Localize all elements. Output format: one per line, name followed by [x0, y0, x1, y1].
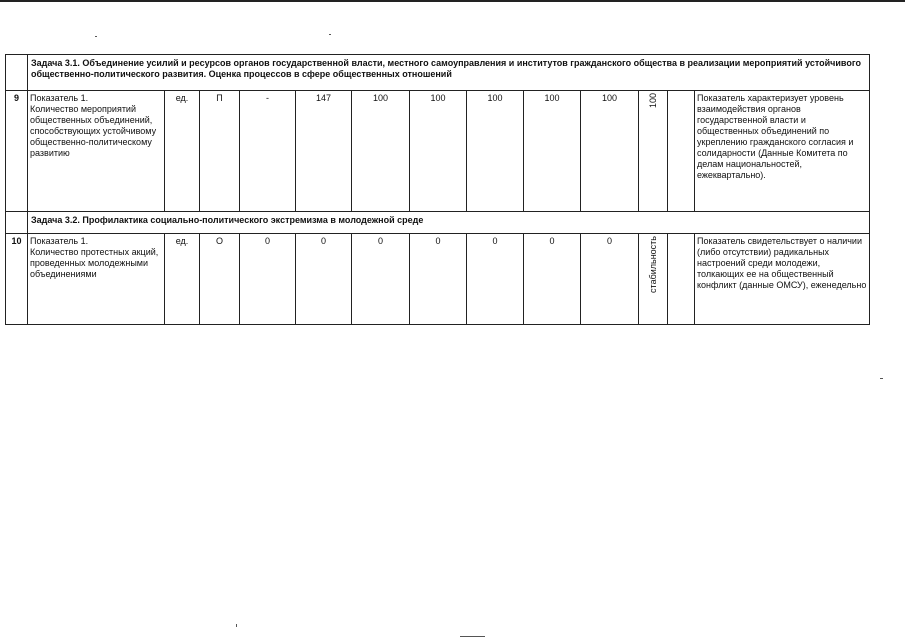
- task-3-2-row: [6, 212, 870, 234]
- base-value-cell: 0: [240, 234, 296, 325]
- value-cell: 0: [352, 234, 410, 325]
- scan-border-top: [0, 0, 905, 2]
- value-cell: 0: [524, 234, 581, 325]
- base-value-cell: -: [240, 91, 296, 212]
- final-value: стабильность: [647, 236, 658, 293]
- value-cell: 0: [410, 234, 467, 325]
- scan-speck: [329, 34, 331, 35]
- final-value: 100: [647, 93, 658, 109]
- scan-speck: [95, 36, 97, 37]
- task-3-1-row: [6, 55, 870, 91]
- scan-speck: [460, 636, 485, 637]
- final-value-cell: [639, 91, 668, 212]
- value-cell: 0: [296, 234, 352, 325]
- empty-cell: [668, 91, 695, 212]
- value-cell: 100: [581, 91, 639, 212]
- value-cell: 147: [296, 91, 352, 212]
- task-3-1-heading: Задача 3.1. Объединение усилий и ресурсов органов государственной власти, местного самоуправления и институтов гражданского общества в реализации мероприятий устойчивого общественно-политического развития. Оценка процессов в сфере общественных отношений: [28, 55, 870, 91]
- value-cell: 100: [524, 91, 581, 212]
- task-3-2-heading: Задача 3.2. Профилактика социально-политического экстремизма в молодежной среде: [28, 212, 870, 234]
- type-cell: П: [200, 91, 240, 212]
- empty-num-cell: [6, 212, 28, 234]
- note-cell: Показатель характеризует уровень взаимодействия органов государственной власти и общественных объединений по укреплению гражданского согласия и солидарности (Данные Комитета по делам национальностей, ежеквартально).: [695, 91, 870, 212]
- indicator-table: [5, 54, 870, 325]
- note-cell: Показатель свидетельствует о наличии (либо отсутствии) радикальных настроений среди молодежи, толкающих ее на общественный конфликт (данные ОМСУ), еженедельно: [695, 234, 870, 325]
- indicator-cell: [28, 234, 165, 325]
- final-value-cell: [639, 234, 668, 325]
- value-cell: 100: [352, 91, 410, 212]
- empty-num-cell: [6, 55, 28, 91]
- row-number: 10: [6, 234, 28, 325]
- indicator-cell: [28, 91, 165, 212]
- unit-cell: ед.: [165, 91, 200, 212]
- table-row: [6, 91, 870, 212]
- indicator-text: Количество мероприятий общественных объединений, способствующих устойчивому общественно-политическому развитию: [30, 104, 157, 158]
- scan-speck: [236, 624, 237, 627]
- value-cell: 100: [467, 91, 524, 212]
- value-cell: 0: [581, 234, 639, 325]
- value-cell: 100: [410, 91, 467, 212]
- indicator-text: Количество протестных акций, проведенных молодежными объединениями: [30, 247, 159, 279]
- table-row: [6, 234, 870, 325]
- unit-cell: ед.: [165, 234, 200, 325]
- indicator-title: Показатель 1.: [30, 93, 89, 103]
- value-cell: 0: [467, 234, 524, 325]
- type-cell: О: [200, 234, 240, 325]
- scan-speck: [880, 378, 883, 379]
- indicator-title: Показатель 1.: [30, 236, 89, 246]
- row-number: 9: [6, 91, 28, 212]
- empty-cell: [668, 234, 695, 325]
